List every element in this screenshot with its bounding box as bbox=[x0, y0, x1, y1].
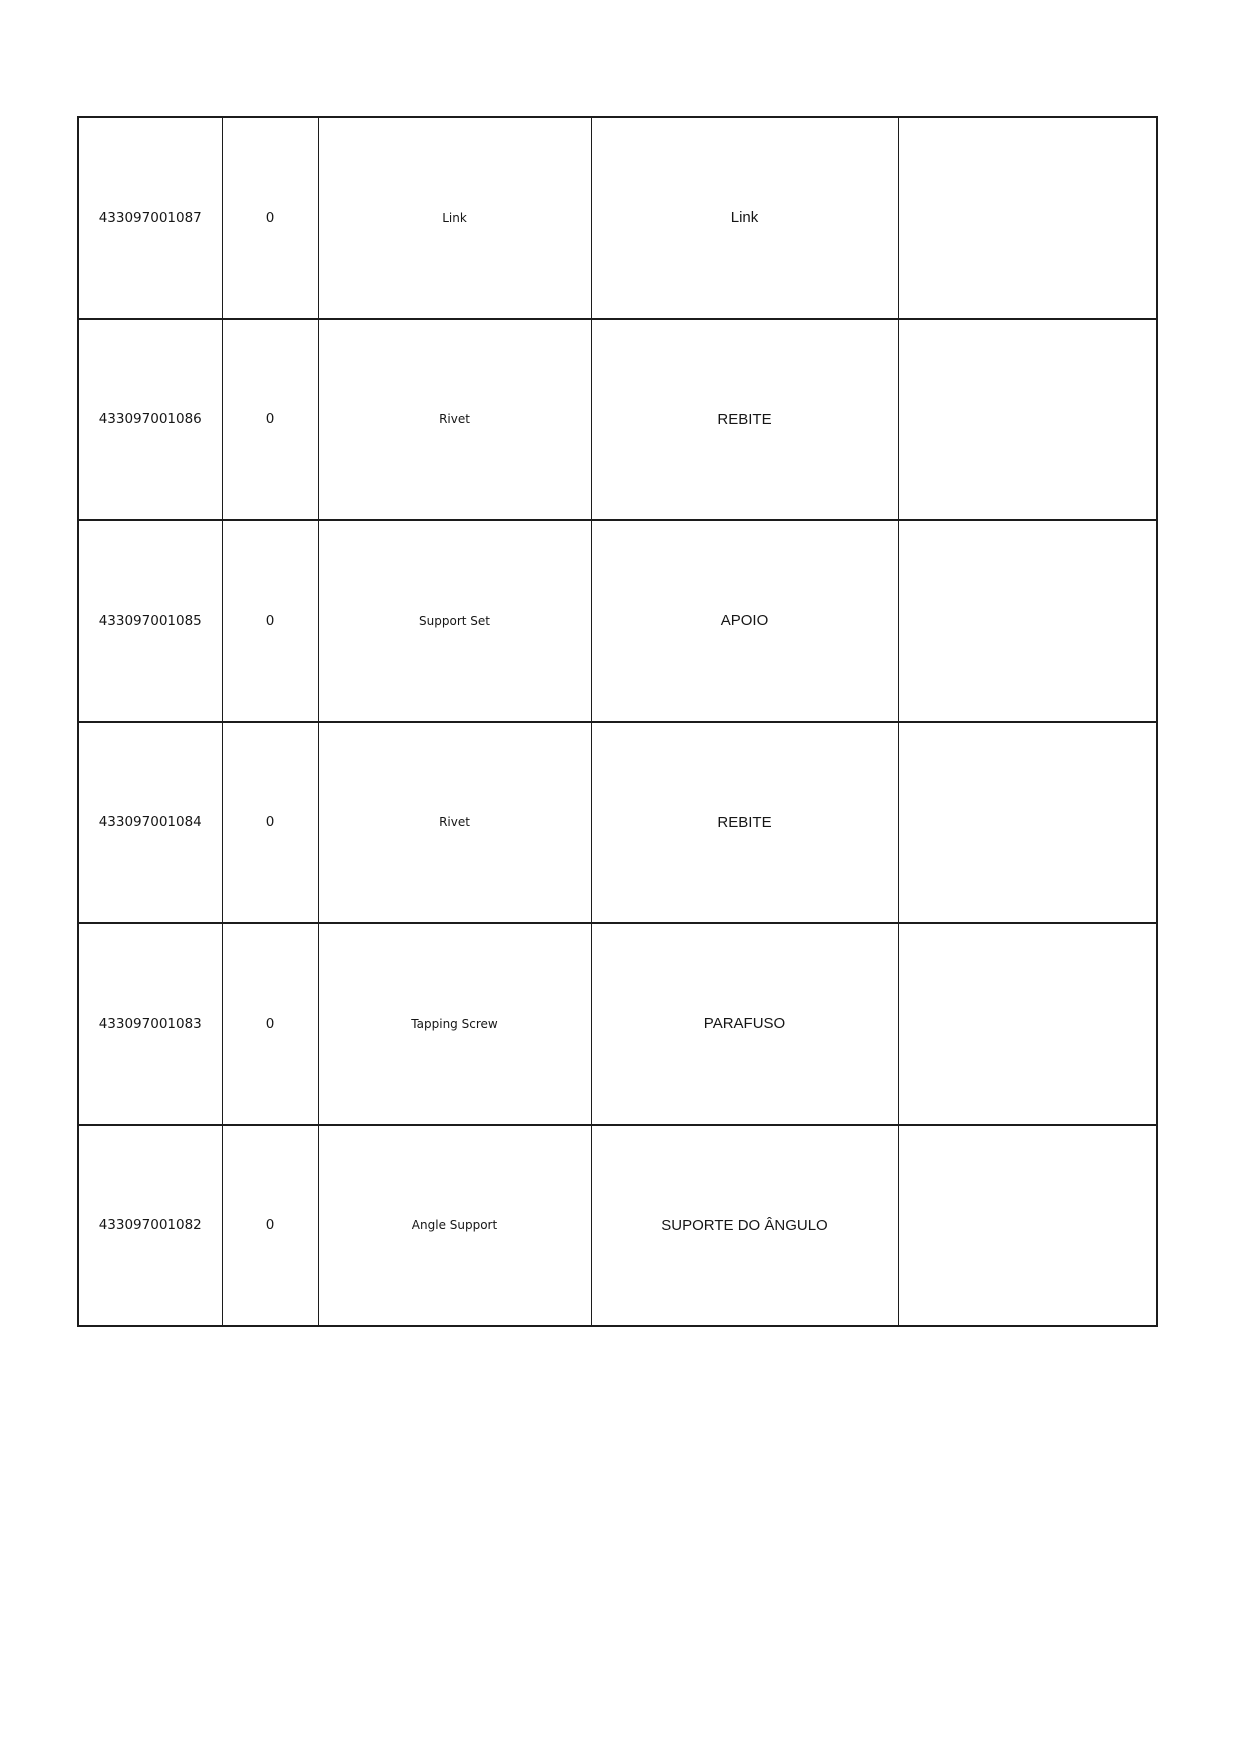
quantity-cell: 0 bbox=[222, 319, 318, 521]
description-en-cell: Rivet bbox=[318, 319, 591, 521]
description-pt-cell: PARAFUSO bbox=[591, 923, 898, 1125]
description-pt-cell: SUPORTE DO ÂNGULO bbox=[591, 1125, 898, 1327]
description-en-cell: Link bbox=[318, 117, 591, 319]
description-en-cell: Angle Support bbox=[318, 1125, 591, 1327]
description-en-cell: Support Set bbox=[318, 520, 591, 722]
quantity-cell: 0 bbox=[222, 722, 318, 924]
description-pt-cell: APOIO bbox=[591, 520, 898, 722]
description-pt-cell: REBITE bbox=[591, 319, 898, 521]
part-number-cell: 433097001087 bbox=[78, 117, 222, 319]
table-row bbox=[78, 319, 1157, 521]
description-pt-cell: REBITE bbox=[591, 722, 898, 924]
part-number-cell: 433097001082 bbox=[78, 1125, 222, 1327]
empty-cell bbox=[898, 923, 1157, 1125]
table-row bbox=[78, 722, 1157, 924]
quantity-cell: 0 bbox=[222, 117, 318, 319]
quantity-cell: 0 bbox=[222, 520, 318, 722]
description-en-cell: Tapping Screw bbox=[318, 923, 591, 1125]
empty-cell bbox=[898, 1125, 1157, 1327]
table-row bbox=[78, 923, 1157, 1125]
empty-cell bbox=[898, 117, 1157, 319]
table-row bbox=[78, 117, 1157, 319]
table-row bbox=[78, 1125, 1157, 1327]
part-number-cell: 433097001083 bbox=[78, 923, 222, 1125]
part-number-cell: 433097001084 bbox=[78, 722, 222, 924]
quantity-cell: 0 bbox=[222, 1125, 318, 1327]
parts-table bbox=[77, 116, 1158, 1327]
part-number-cell: 433097001086 bbox=[78, 319, 222, 521]
empty-cell bbox=[898, 722, 1157, 924]
empty-cell bbox=[898, 520, 1157, 722]
empty-cell bbox=[898, 319, 1157, 521]
description-en-cell: Rivet bbox=[318, 722, 591, 924]
part-number-cell: 433097001085 bbox=[78, 520, 222, 722]
table-row bbox=[78, 520, 1157, 722]
description-pt-cell: Link bbox=[591, 117, 898, 319]
quantity-cell: 0 bbox=[222, 923, 318, 1125]
